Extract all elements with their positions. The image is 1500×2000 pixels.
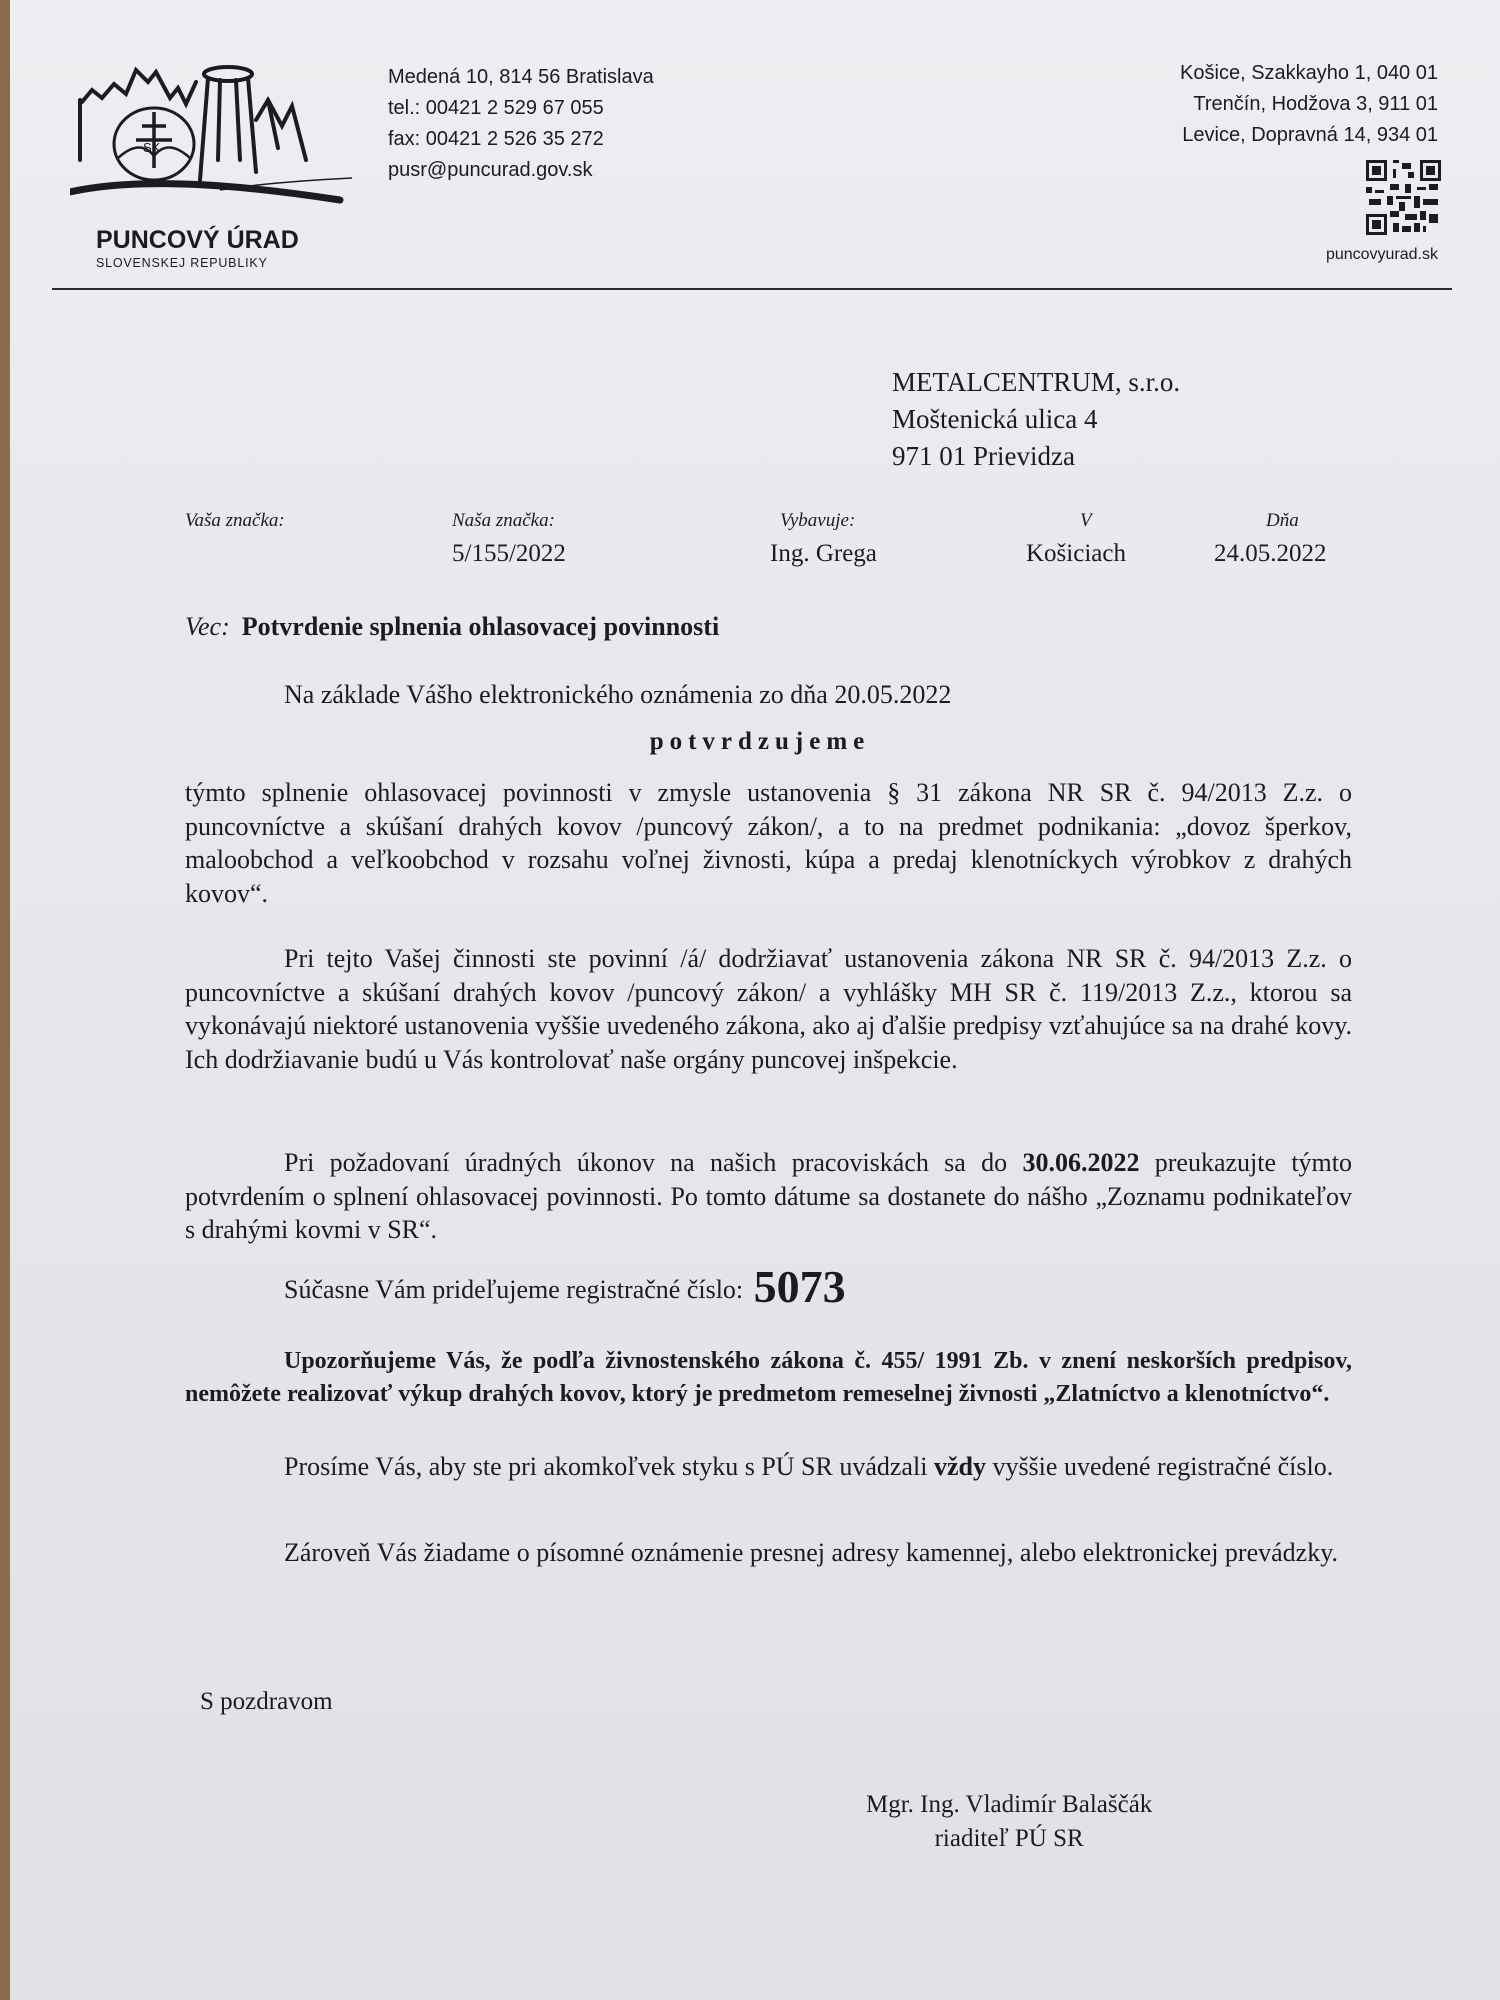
castle-emblem-icon	[70, 60, 370, 225]
branch-item: Košice, Szakkayho 1, 040 01	[1180, 62, 1438, 84]
ref-our	[452, 510, 566, 568]
branch-list	[1180, 58, 1438, 151]
registration-text: Súčasne Vám prideľujeme registračné číslo:	[284, 1275, 744, 1304]
logo-badge: SK	[143, 140, 161, 155]
signer-title: riaditeľ PÚ SR	[934, 1825, 1084, 1852]
request-text-end: vyššie uvedené registračné číslo.	[985, 1452, 1334, 1481]
signer-name: Mgr. Ing. Vladimír Balaščák	[866, 1791, 1153, 1818]
ref-your	[185, 510, 285, 540]
ref-place-label: V	[1080, 510, 1092, 531]
paragraph-obligations: Pri tejto Vašej činnosti ste povinní /á/ dodržiavať ustanovenia zákona NR SR č. 94/2013 Z.z. o puncovníctve a skúšaní drahých kovov /puncový zákon/ a vyhlášky MH SR č. 119/2013 Z.z., ktorou sa vykonávajú niektoré ustanovenia vyššie uvedeného zákona, ako aj ďalšie predpisy vzťahujúce sa na drahé kovy. Ich dodržiavanie budú u Vás kontrolovať naše orgány puncovej inšpekcie.	[185, 944, 1352, 1074]
subject-text: Potvrdenie splnenia ohlasovacej povinnosti	[241, 612, 720, 641]
subject-label: Vec:	[185, 612, 230, 641]
greeting: S pozdravom	[200, 1688, 333, 1715]
validity-date: 30.06.2022	[1022, 1148, 1140, 1177]
hq-email: pusr@puncurad.gov.sk	[388, 159, 593, 181]
branch-item: Trenčín, Hodžova 3, 911 01	[1193, 93, 1438, 115]
branch-item: Levice, Dopravná 14, 934 01	[1182, 124, 1438, 146]
paragraph-warning: Upozorňujeme Vás, že podľa živnostenského zákona č. 455/ 1991 Zb. v znení neskorších predpisov, nemôžete realizovať výkup drahých kovov, ktorý je predmetom remeselnej živnosti „Zlatníctvo a klenotníctvo“.	[185, 1348, 1352, 1407]
ref-place-value: Košiciach	[1026, 540, 1126, 567]
hq-address: Medená 10, 814 56 Bratislava	[388, 66, 654, 88]
header-divider	[52, 288, 1452, 290]
office-logo	[70, 60, 370, 275]
ref-date-label: Dňa	[1266, 510, 1299, 531]
ref-our-label: Naša značka:	[452, 510, 555, 531]
request-text-start: Prosíme Vás, aby ste pri akomkoľvek styku s PÚ SR uvádzali	[284, 1452, 934, 1481]
hq-phone: tel.: 00421 2 529 67 055	[388, 97, 604, 119]
validity-text-end: preukazujte týmto potvrdením o splnení ohlasovacej povinnosti. Po tomto dátume sa dostanete do nášho „Zoznamu podnikateľov s drahými kovmi v SR“.	[185, 1148, 1352, 1244]
letter-page	[10, 0, 1500, 2000]
ref-place	[1026, 510, 1126, 568]
ref-date-value: 24.05.2022	[1214, 540, 1327, 567]
confirm-word: potvrdzujeme	[649, 728, 871, 755]
recipient-address	[892, 364, 1180, 475]
ref-our-value: 5/155/2022	[452, 540, 566, 567]
ref-handled-by	[770, 510, 877, 568]
recipient-street: Moštenická ulica 4	[892, 404, 1098, 434]
org-name: PUNCOVÝ ÚRAD	[96, 226, 299, 254]
registration-line	[284, 1260, 846, 1313]
signature-block	[866, 1788, 1152, 1856]
ref-handled-by-value: Ing. Grega	[770, 540, 877, 567]
org-subtitle: SLOVENSKEJ REPUBLIKY	[96, 256, 268, 270]
subject-line	[185, 612, 719, 642]
paragraph-scope: týmto splnenie ohlasovacej povinnosti v zmysle ustanovenia § 31 zákona NR SR č. 94/2013 Z.z. o puncovníctve a skúšaní drahých kovov /puncový zákon/, a to na predmet podnikania: „dovoz šperkov, maloobchod a veľkoobchod v rozsahu voľnej živnosti, kúpa a predaj klenotníckych výrobkov z drahých kovov“.	[185, 778, 1352, 908]
recipient-city: 971 01 Prievidza	[892, 441, 1075, 471]
paragraph-validity	[185, 1146, 1352, 1247]
recipient-company: METALCENTRUM, s.r.o.	[892, 367, 1181, 397]
registration-number: 5073	[753, 1261, 846, 1312]
hq-fax: fax: 00421 2 526 35 272	[388, 128, 604, 150]
ref-handled-by-label: Vybavuje:	[780, 510, 856, 531]
paragraph-address-request: Zároveň Vás žiadame o písomné oznámenie presnej adresy kamennej, alebo elektronickej prevádzky.	[284, 1538, 1339, 1567]
ref-date	[1214, 510, 1327, 568]
hq-contact	[388, 62, 654, 186]
paragraph-request-number	[185, 1450, 1352, 1484]
ref-your-label: Vaša značka:	[185, 510, 285, 531]
website: puncovyurad.sk	[1325, 246, 1438, 263]
request-emphasis: vždy	[933, 1452, 986, 1481]
qr-code-icon	[1366, 160, 1441, 235]
intro-line: Na základe Vášho elektronického oznámenia zo dňa 20.05.2022	[284, 680, 952, 709]
validity-text-start: Pri požadovaní úradných úkonov na našich pracoviskách sa do	[284, 1148, 1023, 1177]
